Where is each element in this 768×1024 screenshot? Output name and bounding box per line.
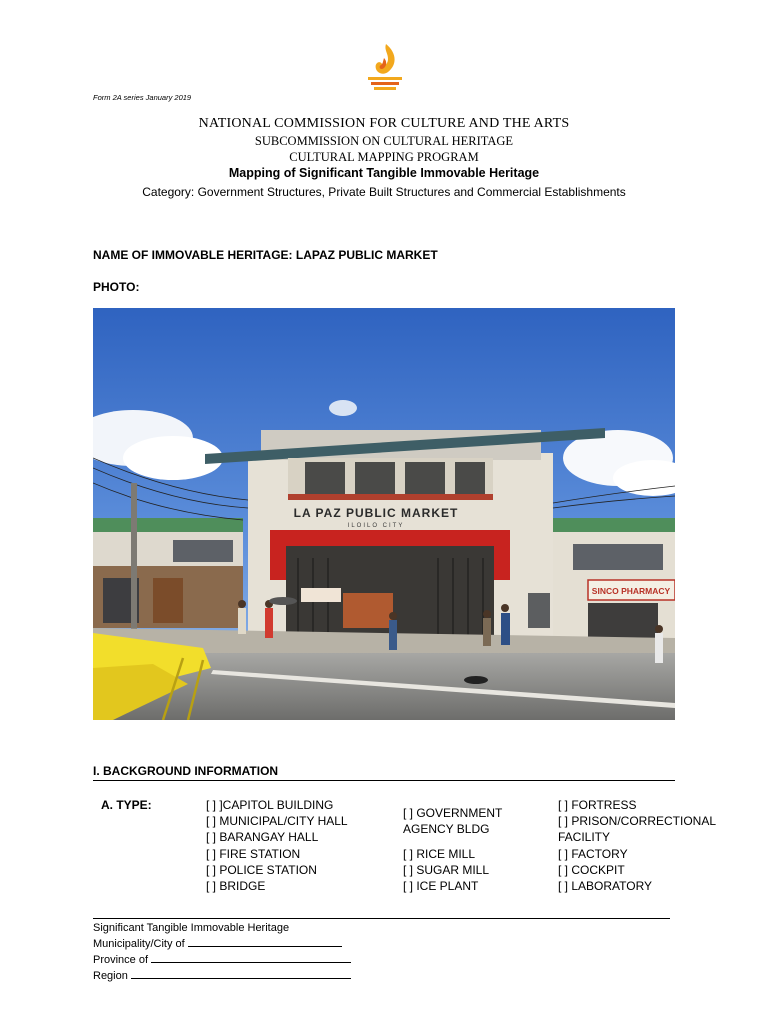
region-label: Region xyxy=(93,970,128,982)
type-option[interactable]: [ ] FIRE STATION xyxy=(206,846,301,861)
market-photo xyxy=(93,308,675,720)
category-line: Category: Government Structures, Private Built Structures and Commercial Establishments xyxy=(142,185,626,199)
municipality-label: Municipality/City of xyxy=(93,938,185,950)
footer-rule xyxy=(93,918,670,919)
heritage-name: NAME OF IMMOVABLE HERITAGE: LAPAZ PUBLIC MARKET xyxy=(93,248,438,262)
type-option[interactable]: [ ] COCKPIT xyxy=(558,862,625,877)
type-option[interactable]: [ ] GOVERNMENT xyxy=(403,806,503,820)
region-field[interactable] xyxy=(131,968,351,979)
form-series-tag: Form 2A series January 2019 xyxy=(93,93,192,102)
type-option[interactable]: [ ] ]CAPITOL BUILDING xyxy=(206,798,334,812)
type-options-column-3 xyxy=(558,797,716,894)
province-field[interactable] xyxy=(151,952,351,963)
type-option[interactable]: [ ] BARANGAY HALL xyxy=(206,830,319,845)
type-options-column-2-bottom xyxy=(403,846,489,895)
type-option[interactable]: [ ] RICE MILL xyxy=(403,847,476,861)
type-option[interactable]: [ ] FACTORY xyxy=(558,846,628,861)
subcommission-name: SUBCOMMISSION ON CULTURAL HERITAGE xyxy=(254,134,514,148)
photo-label: PHOTO: xyxy=(93,280,140,294)
type-options-column-2-top xyxy=(403,805,502,837)
municipality-field[interactable] xyxy=(188,936,342,947)
agency-name: NATIONAL COMMISSION FOR CULTURE AND THE ARTS xyxy=(198,116,570,131)
type-option-continued: AGENCY BLDG xyxy=(403,822,490,837)
type-option[interactable]: [ ] PRISON/CORRECTIONAL xyxy=(558,814,717,829)
type-option[interactable]: [ ] MUNICIPAL/CITY HALL xyxy=(206,814,348,829)
type-options-column-1 xyxy=(206,797,348,894)
type-option[interactable]: [ ] POLICE STATION xyxy=(206,862,317,877)
type-option[interactable]: [ ] FORTRESS xyxy=(558,798,637,812)
type-option[interactable]: [ ] BRIDGE xyxy=(206,879,266,894)
type-option[interactable]: [ ] LABORATORY xyxy=(558,879,653,894)
province-label: Province of xyxy=(93,954,149,966)
footer-block xyxy=(93,921,351,984)
type-label: A. TYPE: xyxy=(101,798,152,812)
footer-heritage-line: Significant Tangible Immovable Heritage xyxy=(93,922,290,934)
ncca-logo-icon xyxy=(364,42,406,94)
type-option[interactable]: [ ] ICE PLANT xyxy=(403,879,479,894)
type-option[interactable]: [ ] SUGAR MILL xyxy=(403,863,490,878)
type-option-continued: FACILITY xyxy=(558,830,611,845)
section-title: I. BACKGROUND INFORMATION xyxy=(93,764,279,778)
pharmacy-sign: SINCO PHARMACY xyxy=(591,586,671,596)
program-name: CULTURAL MAPPING PROGRAM xyxy=(289,150,479,164)
market-sign: LA PAZ PUBLIC MARKET xyxy=(293,506,459,520)
document-title: Mapping of Significant Tangible Immovable Heritage xyxy=(228,166,540,180)
market-sign-sub: ILOILO CITY xyxy=(347,523,405,529)
section-divider xyxy=(93,780,675,781)
